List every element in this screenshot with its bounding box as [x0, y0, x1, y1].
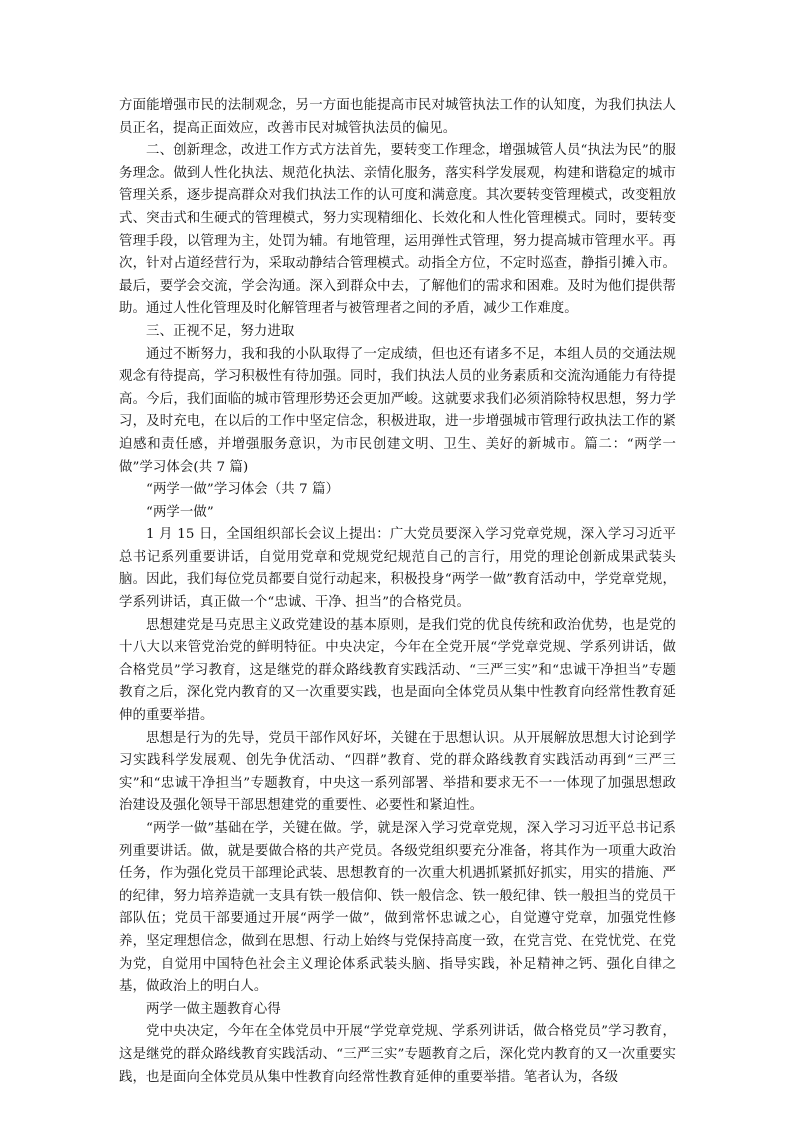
document-body [119, 95, 676, 1089]
paragraph: 思想是行为的先导，党员干部作风好坏，关键在于思想认识。从开展解放思想大讨论到学习实践科学发展观、创先争优活动、“四群”教育、党的群众路线教育实践活动再到“三严三实”和“忠诚干净担当”专题教育，中央这一系列部署、举措和要求无不一一体现了加强思想政治建设及强化领导干部思想建党的重要性、必要性和紧迫性。 [119, 730, 676, 814]
paragraph: 党中央决定，今年在全体党员中开展“学党章党规、学系列讲话，做合格党员”学习教育，这是继党的群众路线教育实践活动、“三严三实”专题教育之后，深化党内教育的又一次重要实践，也是面向全体党员从集中性教育向经常性教育延伸的重要举措。笔者认为，各级 [119, 1024, 676, 1085]
paragraph: 1 月 15 日，全国组织部长会议上提出：广大党员要深入学习党章党规，深入学习习近平总书记系列重要讲话，自觉用党章和党规党纪规范自己的言行，用党的理论创新成果武装头脑。因此，我们每位党员都要自觉行动起来，积极投身“两学一做”教育活动中，学党章党规，学系列讲话，真正做一个“忠诚、干净、担当”的合格党员。 [119, 527, 676, 611]
paragraph: 二、创新理念，改进工作方式方法首先，要转变工作理念，增强城管人员“执法为民”的服务理念。做到人性化执法、规范化执法、亲情化服务，落实科学发展观，构建和谐稳定的城市管理关系，逐步提高群众对我们执法工作的认可度和满意度。其次要转变管理模式，改变粗放式、突击式和生硬式的管理模式，努力实现精细化、长效化和人性化管理模式。同时，要转变管理手段，以管理为主，处罚为辅。有地管理，运用弹性式管理，努力提高城市管理水平。再次，针对占道经营行为，采取动静结合管理模式。动指全方位，不定时巡查，静指引摊入市。最后，要学会交流，学会沟通。深入到群众中去，了解他们的需求和困难。及时为他们提供帮助。通过人性化管理及时化解管理者与被管理者之间的矛盾，减少工作难度。 [119, 143, 676, 317]
paragraph: “两学一做”学习体会（共 7 篇） [146, 482, 340, 498]
paragraph: 思想建党是马克思主义政党建设的基本原则，是我们党的优良传统和政治优势，也是党的十八大以来管党治党的鲜明特征。中央决定，今年在全党开展“学党章党规、学系列讲话，做合格党员”学习教育，这是继党的群众路线教育实践活动、“三严三实”和“忠诚干净担当”专题教育之后，深化党内教育的又一次重要实践，也是面向全体党员从集中性教育向经常性教育延伸的重要举措。 [119, 617, 676, 724]
paragraph: 通过不断努力，我和我的小队取得了一定成绩，但也还有诸多不足，本组人员的交通法规观念有待提高，学习积极性有待加强。同时，我们执法人员的业务素质和交流沟通能力有待提高。今后，我们面临的城市管理形势还会更加严峻。这就要求我们必须消除特权思想，努力学习，及时充电，在以后的工作中坚定信念，积极进取，进一步增强城市管理行政执法工作的紧迫感和责任感，并增强服务意识，为市民创建文明、卫生、美好的新城市。篇二：“两学一做”学习体会(共 7 篇) [119, 346, 676, 475]
paragraph: “两学一做” [146, 504, 214, 520]
paragraph: “两学一做”基础在学，关键在做。学，就是深入学习党章党规，深入学习习近平总书记系列重要讲话。做，就是要做合格的共产党员。各级党组织要充分准备，将其作为一项重大政治任务，作为强化党员干部理论武装、思想教育的一次重大机遇抓紧抓好抓实，用实的措施、严的纪律，努力培养造就一支具有铁一般信仰、铁一般信念、铁一般纪律、铁一般担当的党员干部队伍；党员干部要通过开展“两学一做”，做到常怀忠诚之心，自觉遵守党章，加强党性修养，坚定理想信念，做到在思想、行动上始终与党保持高度一致，在党言党、在党忧党、在党为党，自觉用中国特色社会主义理论体系武装头脑、指导实践，补足精神之钙、强化自律之基，做政治上的明白人。 [119, 821, 676, 995]
paragraph: 三、正视不足，努力进取 [146, 323, 295, 339]
paragraph: 两学一做主题教育心得 [146, 1001, 281, 1017]
paragraph: 方面能增强市民的法制观念，另一方面也能提高市民对城管执法工作的认知度，为我们执法人员正名，提高正面效应，改善市民对城管执法员的偏见。 [119, 98, 676, 136]
